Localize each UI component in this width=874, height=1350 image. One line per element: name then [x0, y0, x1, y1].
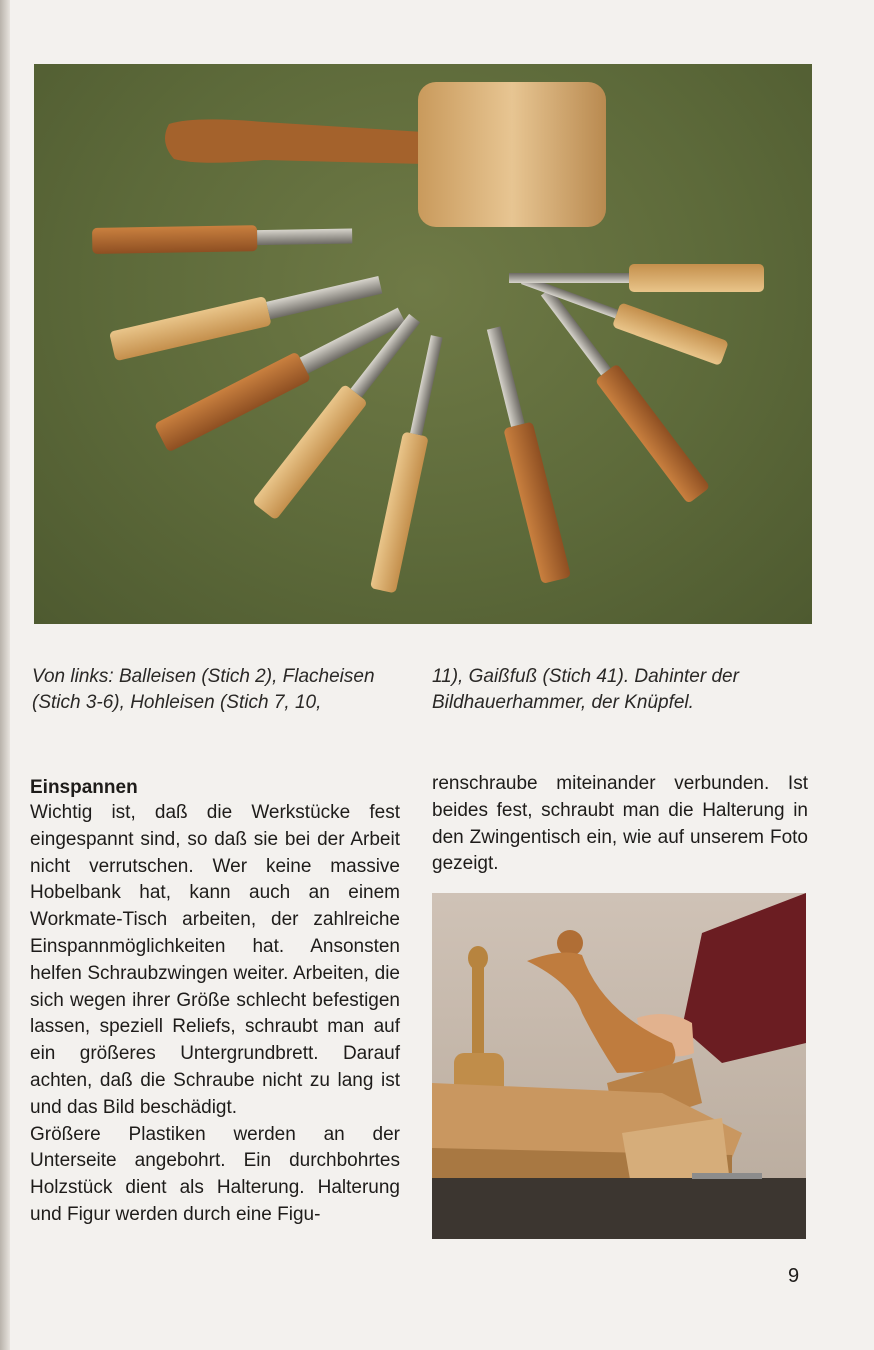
tool-balleisen — [92, 223, 352, 254]
photo-carving-tools — [34, 64, 812, 624]
tool-hohleisen-3 — [479, 324, 571, 584]
photo-clamping-figure — [432, 893, 806, 1239]
tool-hohleisen-2 — [370, 334, 449, 594]
page-binding-edge — [0, 0, 10, 1350]
body-column-right — [432, 771, 808, 878]
paragraph: renschraube miteinander verbunden. Ist beides fest, schraubt man die Halterung in den Zwingentisch ein, wie auf unserem Foto gezeigt. — [432, 773, 808, 875]
photo-caption-left: Von links: Balleisen (Stich 2), Flacheisen (Stich 3-6), Hohleisen (Stich 7, 10, — [32, 666, 375, 713]
mallet-knuepfel — [165, 82, 606, 227]
carving-tools-illustration — [34, 64, 812, 624]
section-heading: Einspannen — [30, 777, 138, 798]
page-number: 9 — [788, 1265, 800, 1287]
paragraph: Wichtig ist, daß die Werkstücke fest eingespannt sind, so daß sie bei der Arbeit nicht verrutschen. Wer keine massive Hobelbank hat, kann auch an einem Workmate-Tisch arbeiten, der zahlreiche Einspannmöglichkeiten hat. Ansonsten helfen Schraubzwingen weiter. Arbeiten, die sich wegen ihrer Größe schlecht befestigen lassen, speziell Reliefs, schraubt man auf ein größeres Untergrundbrett. Darauf achten, daß die Schraube nicht zu lang ist und das Bild beschädigt. — [30, 802, 400, 1118]
body-column-left — [30, 800, 400, 1229]
clamping-illustration — [432, 893, 806, 1239]
paragraph: Größere Plastiken werden an der Unterseite angebohrt. Ein durchbohrtes Holzstück dient als Halterung. Halterung und Figur werden durch eine Figu- — [30, 1123, 400, 1225]
photo-caption-right: 11), Gaißfuß (Stich 41). Dahinter der Bildhauerhammer, der Knüpfel. — [432, 666, 739, 713]
